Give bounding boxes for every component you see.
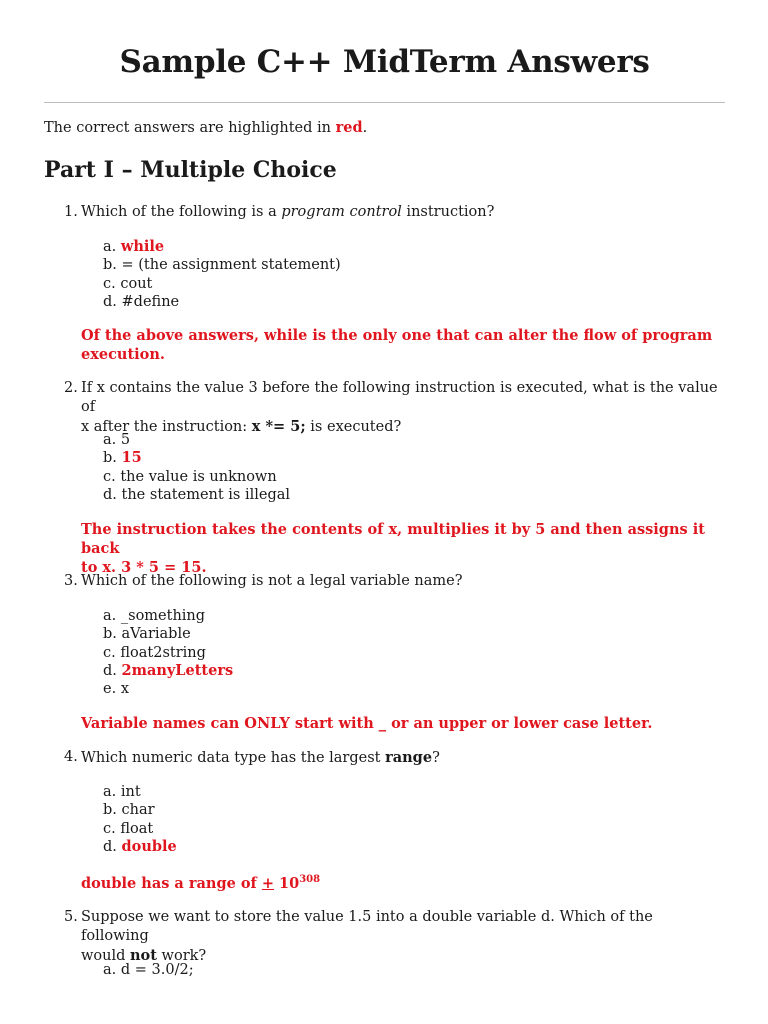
options-list-3 — [103, 607, 233, 698]
option-letter: d. — [103, 293, 117, 310]
stem-text: is executed? — [305, 419, 402, 435]
option-letter: a. — [103, 784, 117, 800]
option-letter: b. — [103, 626, 117, 643]
stem-text: ? — [432, 750, 440, 766]
intro-before: The correct answers are highlighted in — [44, 120, 336, 136]
intro-after: . — [362, 120, 368, 136]
option-a — [103, 431, 290, 449]
explanation-base: 10 — [273, 875, 300, 892]
option-b — [103, 449, 290, 467]
explanation-line: execution. — [81, 346, 165, 363]
option-text: the value is unknown — [120, 468, 277, 485]
option-text: char — [121, 802, 155, 819]
option-text: cout — [120, 275, 153, 292]
option-letter: b. — [103, 802, 117, 819]
stem-bold: range — [385, 749, 433, 766]
options-list-5 — [103, 961, 194, 979]
stem-text: Which of the following is a — [81, 204, 282, 220]
stem-text: would — [81, 948, 131, 964]
question-stem — [81, 379, 724, 437]
option-d — [103, 293, 341, 311]
stem-text: If x contains the value 3 before the following instruction is executed, what is the value of — [81, 380, 718, 415]
plus-minus-symbol: + — [261, 875, 274, 892]
intro-text — [44, 119, 367, 136]
options-list-4 — [103, 783, 177, 856]
stem-bold: not — [130, 947, 157, 964]
option-text: float2string — [120, 644, 206, 661]
page-title: Sample C++ MidTerm Answers — [119, 44, 650, 80]
option-text-correct: double — [121, 837, 177, 855]
question-4 — [64, 748, 724, 768]
option-a — [103, 238, 341, 256]
option-text: the statement is illegal — [121, 486, 291, 503]
stem-text: Suppose we want to store the value 1.5 into a double variable d. Which of the following — [81, 909, 653, 944]
question-3 — [64, 572, 724, 591]
stem-code: x *= 5; — [251, 418, 306, 435]
answer-explanation-1 — [81, 326, 721, 364]
options-list-1 — [103, 238, 341, 311]
option-text: float — [120, 820, 154, 837]
option-c — [103, 644, 233, 662]
option-letter: d. — [103, 486, 117, 503]
answer-explanation-3 — [81, 714, 721, 733]
option-a — [103, 607, 233, 625]
question-stem — [81, 908, 724, 966]
option-letter: e. — [103, 681, 117, 698]
question-stem — [81, 748, 724, 768]
question-1 — [64, 203, 724, 222]
question-number: 2. — [64, 380, 78, 396]
explanation-text: double has a range of — [81, 875, 262, 892]
explanation-exponent: 308 — [299, 874, 321, 885]
stem-text: x after the instruction: — [81, 419, 252, 435]
stem-text: Which numeric data type has the largest — [81, 750, 386, 766]
option-letter: c. — [103, 468, 116, 485]
option-text: 5 — [120, 432, 131, 448]
question-5 — [64, 908, 724, 966]
option-text: aVariable — [121, 626, 191, 643]
option-letter: a. — [103, 962, 117, 978]
option-text-correct: while — [120, 238, 165, 255]
explanation-line: The instruction takes the contents of x, multiplies it by 5 and then assigns it back — [81, 521, 705, 557]
option-d — [103, 662, 233, 680]
option-text: _something — [120, 608, 206, 624]
intro-highlight: red — [335, 119, 363, 136]
option-a — [103, 961, 194, 979]
horizontal-rule — [44, 102, 725, 103]
option-text-correct: 2manyLetters — [121, 661, 234, 679]
option-text: int — [120, 784, 141, 800]
stem-text: instruction? — [401, 204, 495, 220]
option-b — [103, 256, 341, 274]
option-text-correct: 15 — [121, 449, 142, 467]
option-letter: c. — [103, 644, 116, 661]
question-number: 3. — [64, 573, 78, 589]
option-text: x — [120, 681, 129, 698]
option-c — [103, 275, 341, 293]
stem-emphasis: program control — [281, 204, 402, 220]
option-letter: b. — [103, 257, 117, 274]
option-b — [103, 801, 177, 819]
answer-explanation-4 — [81, 874, 721, 893]
option-letter: a. — [103, 239, 117, 255]
answer-explanation-2 — [81, 520, 721, 577]
explanation-line: to x. 3 * 5 = 15. — [81, 559, 207, 576]
option-letter: a. — [103, 432, 117, 448]
explanation-line: Variable names can ONLY start with _ or an upper or lower case letter. — [81, 715, 653, 732]
option-text: = (the assignment statement) — [121, 257, 341, 274]
option-c — [103, 820, 177, 838]
question-stem: Which of the following is not a legal variable name? — [81, 573, 463, 589]
option-text: d = 3.0/2; — [120, 962, 194, 978]
question-number: 4. — [64, 749, 78, 765]
part-heading: Part I – Multiple Choice — [44, 157, 337, 183]
option-b — [103, 625, 233, 643]
option-e — [103, 680, 233, 698]
question-number: 1. — [64, 204, 78, 220]
question-number: 5. — [64, 909, 78, 925]
option-d — [103, 486, 290, 504]
option-d — [103, 838, 177, 856]
option-letter: d. — [103, 662, 117, 679]
explanation-line: Of the above answers, while is the only one that can alter the flow of program — [81, 327, 713, 344]
options-list-2 — [103, 431, 290, 504]
option-a — [103, 783, 177, 801]
option-letter: b. — [103, 450, 117, 467]
option-letter: a. — [103, 608, 117, 624]
option-letter: d. — [103, 838, 117, 855]
option-letter: c. — [103, 275, 116, 292]
option-c — [103, 468, 290, 486]
question-stem — [81, 203, 724, 222]
question-2 — [64, 379, 724, 437]
option-text: #define — [121, 293, 180, 310]
option-letter: c. — [103, 820, 116, 837]
stem-text: work? — [156, 948, 207, 964]
